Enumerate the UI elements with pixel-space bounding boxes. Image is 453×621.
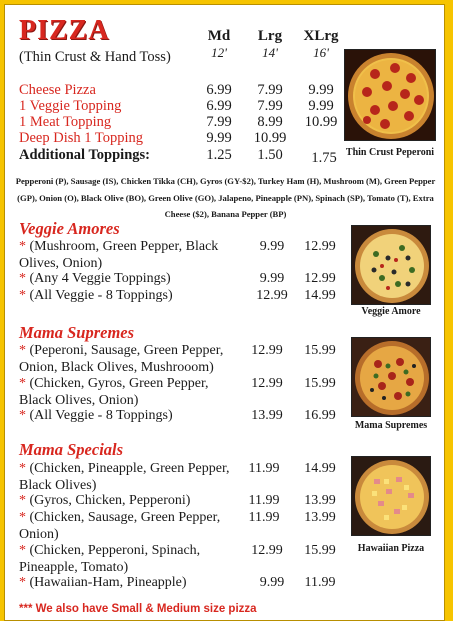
size-lrg-inch: 14' (262, 45, 278, 60)
footer-note: *** We also have Small & Medium size pizza (19, 603, 257, 615)
item-line: * (Mushroom, Green Pepper, Black (19, 239, 219, 254)
item-price-lrg: 9.99 (259, 239, 285, 254)
size-xlrg-heading: XLrg (303, 28, 339, 44)
menu-item (19, 408, 349, 425)
bullet-star: * (19, 239, 30, 254)
item-price-xlrg: 13.99 (304, 510, 336, 525)
bullet-star: * (19, 543, 30, 558)
bullet-star: * (19, 376, 30, 391)
menu-sheet (4, 4, 445, 621)
item-line: Onion) (19, 526, 59, 542)
price-xlrg: 10.99 (304, 114, 338, 130)
price-xlrg: 9.99 (308, 82, 334, 98)
item-price-lrg: 12.99 (251, 543, 283, 558)
item-price-xlrg: 12.99 (304, 239, 336, 254)
section-title-specials: Mama Specials (19, 440, 124, 459)
menu-item (19, 343, 349, 377)
item-price-lrg: 12.99 (251, 343, 283, 358)
price-md: 1.25 (206, 147, 232, 163)
item-line: Olives, Onion) (19, 255, 103, 271)
price-row (19, 82, 349, 99)
bullet-star: * (19, 575, 30, 590)
bullet-star: * (19, 408, 30, 423)
menu-item (19, 271, 349, 288)
menu-title: PIZZA (19, 15, 110, 46)
bullet-star: * (19, 343, 30, 358)
item-description (19, 461, 230, 494)
item-price-lrg: 12.99 (251, 376, 283, 391)
item-line: * (Chicken, Sausage, Green Pepper, (19, 510, 221, 525)
veggie-amore-photo (351, 225, 431, 305)
price-label: 1 Veggie Topping (19, 98, 122, 114)
menu-item (19, 510, 349, 544)
item-price-xlrg: 11.99 (304, 575, 336, 590)
price-lrg: 8.99 (257, 114, 283, 130)
price-md: 7.99 (206, 114, 232, 130)
size-lrg-heading: Lrg (257, 28, 283, 44)
price-row-additional-toppings (19, 147, 349, 164)
menu-item (19, 575, 349, 592)
item-description: * (All Veggie - 8 Toppings) (19, 288, 173, 303)
item-price-lrg: 12.99 (256, 288, 288, 303)
price-label: Deep Dish 1 Topping (19, 130, 143, 146)
section-title-veggie: Veggie Amores (19, 219, 120, 238)
item-price-lrg: 11.99 (248, 461, 280, 476)
item-price-lrg: 11.99 (248, 493, 280, 508)
price-lrg: 7.99 (257, 98, 283, 114)
item-line: * (Chicken, Gyros, Green Pepper, (19, 376, 209, 391)
price-row (19, 130, 349, 147)
item-line: Black Olives) (19, 477, 97, 493)
item-price-xlrg: 15.99 (304, 543, 336, 558)
item-line: * (Chicken, Pineapple, Green Pepper, (19, 461, 230, 476)
bullet-star: * (19, 288, 30, 303)
item-line: Pineapple, Tomato) (19, 559, 129, 575)
item-line: * (Peperoni, Sausage, Green Pepper, (19, 343, 224, 358)
item-price-xlrg: 15.99 (304, 343, 336, 358)
price-label: 1 Meat Topping (19, 114, 112, 130)
item-description (19, 239, 218, 272)
menu-item (19, 461, 349, 495)
price-lrg: 1.50 (257, 147, 283, 163)
menu-item (19, 493, 349, 510)
price-md: 9.99 (206, 130, 232, 146)
item-description (19, 376, 209, 409)
mama-supremes-caption: Mama Supremes (354, 420, 428, 431)
item-price-xlrg: 12.99 (304, 271, 336, 286)
item-description: * (All Veggie - 8 Toppings) (19, 408, 173, 423)
price-md: 6.99 (206, 82, 232, 98)
item-line: * (Chicken, Pepperoni, Spinach, (19, 543, 201, 558)
item-price-lrg: 13.99 (251, 408, 283, 423)
item-description (19, 543, 200, 576)
thin-crust-pepperoni-photo (344, 49, 436, 141)
size-md-inch: 12' (211, 45, 227, 60)
hawaiian-pizza-caption: Hawaiian Pizza (357, 543, 425, 554)
item-price-xlrg: 15.99 (304, 376, 336, 391)
item-line: Black Olives, Onion) (19, 392, 139, 408)
price-lrg: 10.99 (253, 130, 287, 146)
item-price-xlrg: 16.99 (304, 408, 336, 423)
item-price-lrg: 9.99 (259, 271, 285, 286)
item-description (19, 510, 220, 543)
item-description: * (Gyros, Chicken, Pepperoni) (19, 493, 191, 508)
price-md: 6.99 (206, 98, 232, 114)
item-price-lrg: 11.99 (248, 510, 280, 525)
size-md-heading: Md (207, 28, 231, 44)
menu-subtitle: (Thin Crust & Hand Toss) (19, 49, 171, 65)
price-row (19, 98, 349, 115)
item-description: * (Any 4 Veggie Toppings) (19, 271, 171, 286)
thin-crust-caption: Thin Crust Peperoni (345, 147, 435, 158)
price-label: Cheese Pizza (19, 82, 96, 98)
bullet-star: * (19, 461, 30, 476)
item-line: Onion, Black Olives, Mushrooom) (19, 359, 214, 375)
size-xlrg-inch: 16' (313, 45, 329, 60)
bullet-star: * (19, 510, 30, 525)
mama-supremes-photo (351, 337, 431, 417)
menu-item (19, 543, 349, 577)
bullet-star: * (19, 493, 30, 508)
section-title-supremes: Mama Supremes (19, 323, 135, 342)
item-price-xlrg: 14.99 (304, 288, 336, 303)
item-description: * (Hawaiian-Ham, Pineapple) (19, 575, 187, 590)
price-lrg: 7.99 (257, 82, 283, 98)
menu-item (19, 288, 349, 305)
price-row (19, 114, 349, 131)
menu-item (19, 376, 349, 410)
price-label: Additional Toppings: (19, 147, 150, 163)
bullet-star: * (19, 271, 30, 286)
hawaiian-pizza-photo (351, 456, 431, 536)
price-xlrg: 1.75 (311, 150, 337, 166)
item-price-lrg: 9.99 (259, 575, 285, 590)
price-xlrg: 9.99 (308, 98, 334, 114)
item-price-xlrg: 13.99 (304, 493, 336, 508)
toppings-list: Pepperoni (P), Sausage (IS), Chicken Tikka (CH), Gyros (GY-$2), Turkey Ham (H), Mushroom (M), Green Pepper (GP), Onion (O), Black Olive (BO), Green Olive (GO), Jalapeno, Pineapple (PN), Spinach (SP), Tomato (T), Extra Cheese ($2), Banana Pepper (BP) (15, 176, 436, 219)
veggie-amore-caption: Veggie Amore (361, 306, 421, 317)
item-description (19, 343, 223, 376)
item-price-xlrg: 14.99 (304, 461, 336, 476)
menu-item (19, 239, 349, 273)
